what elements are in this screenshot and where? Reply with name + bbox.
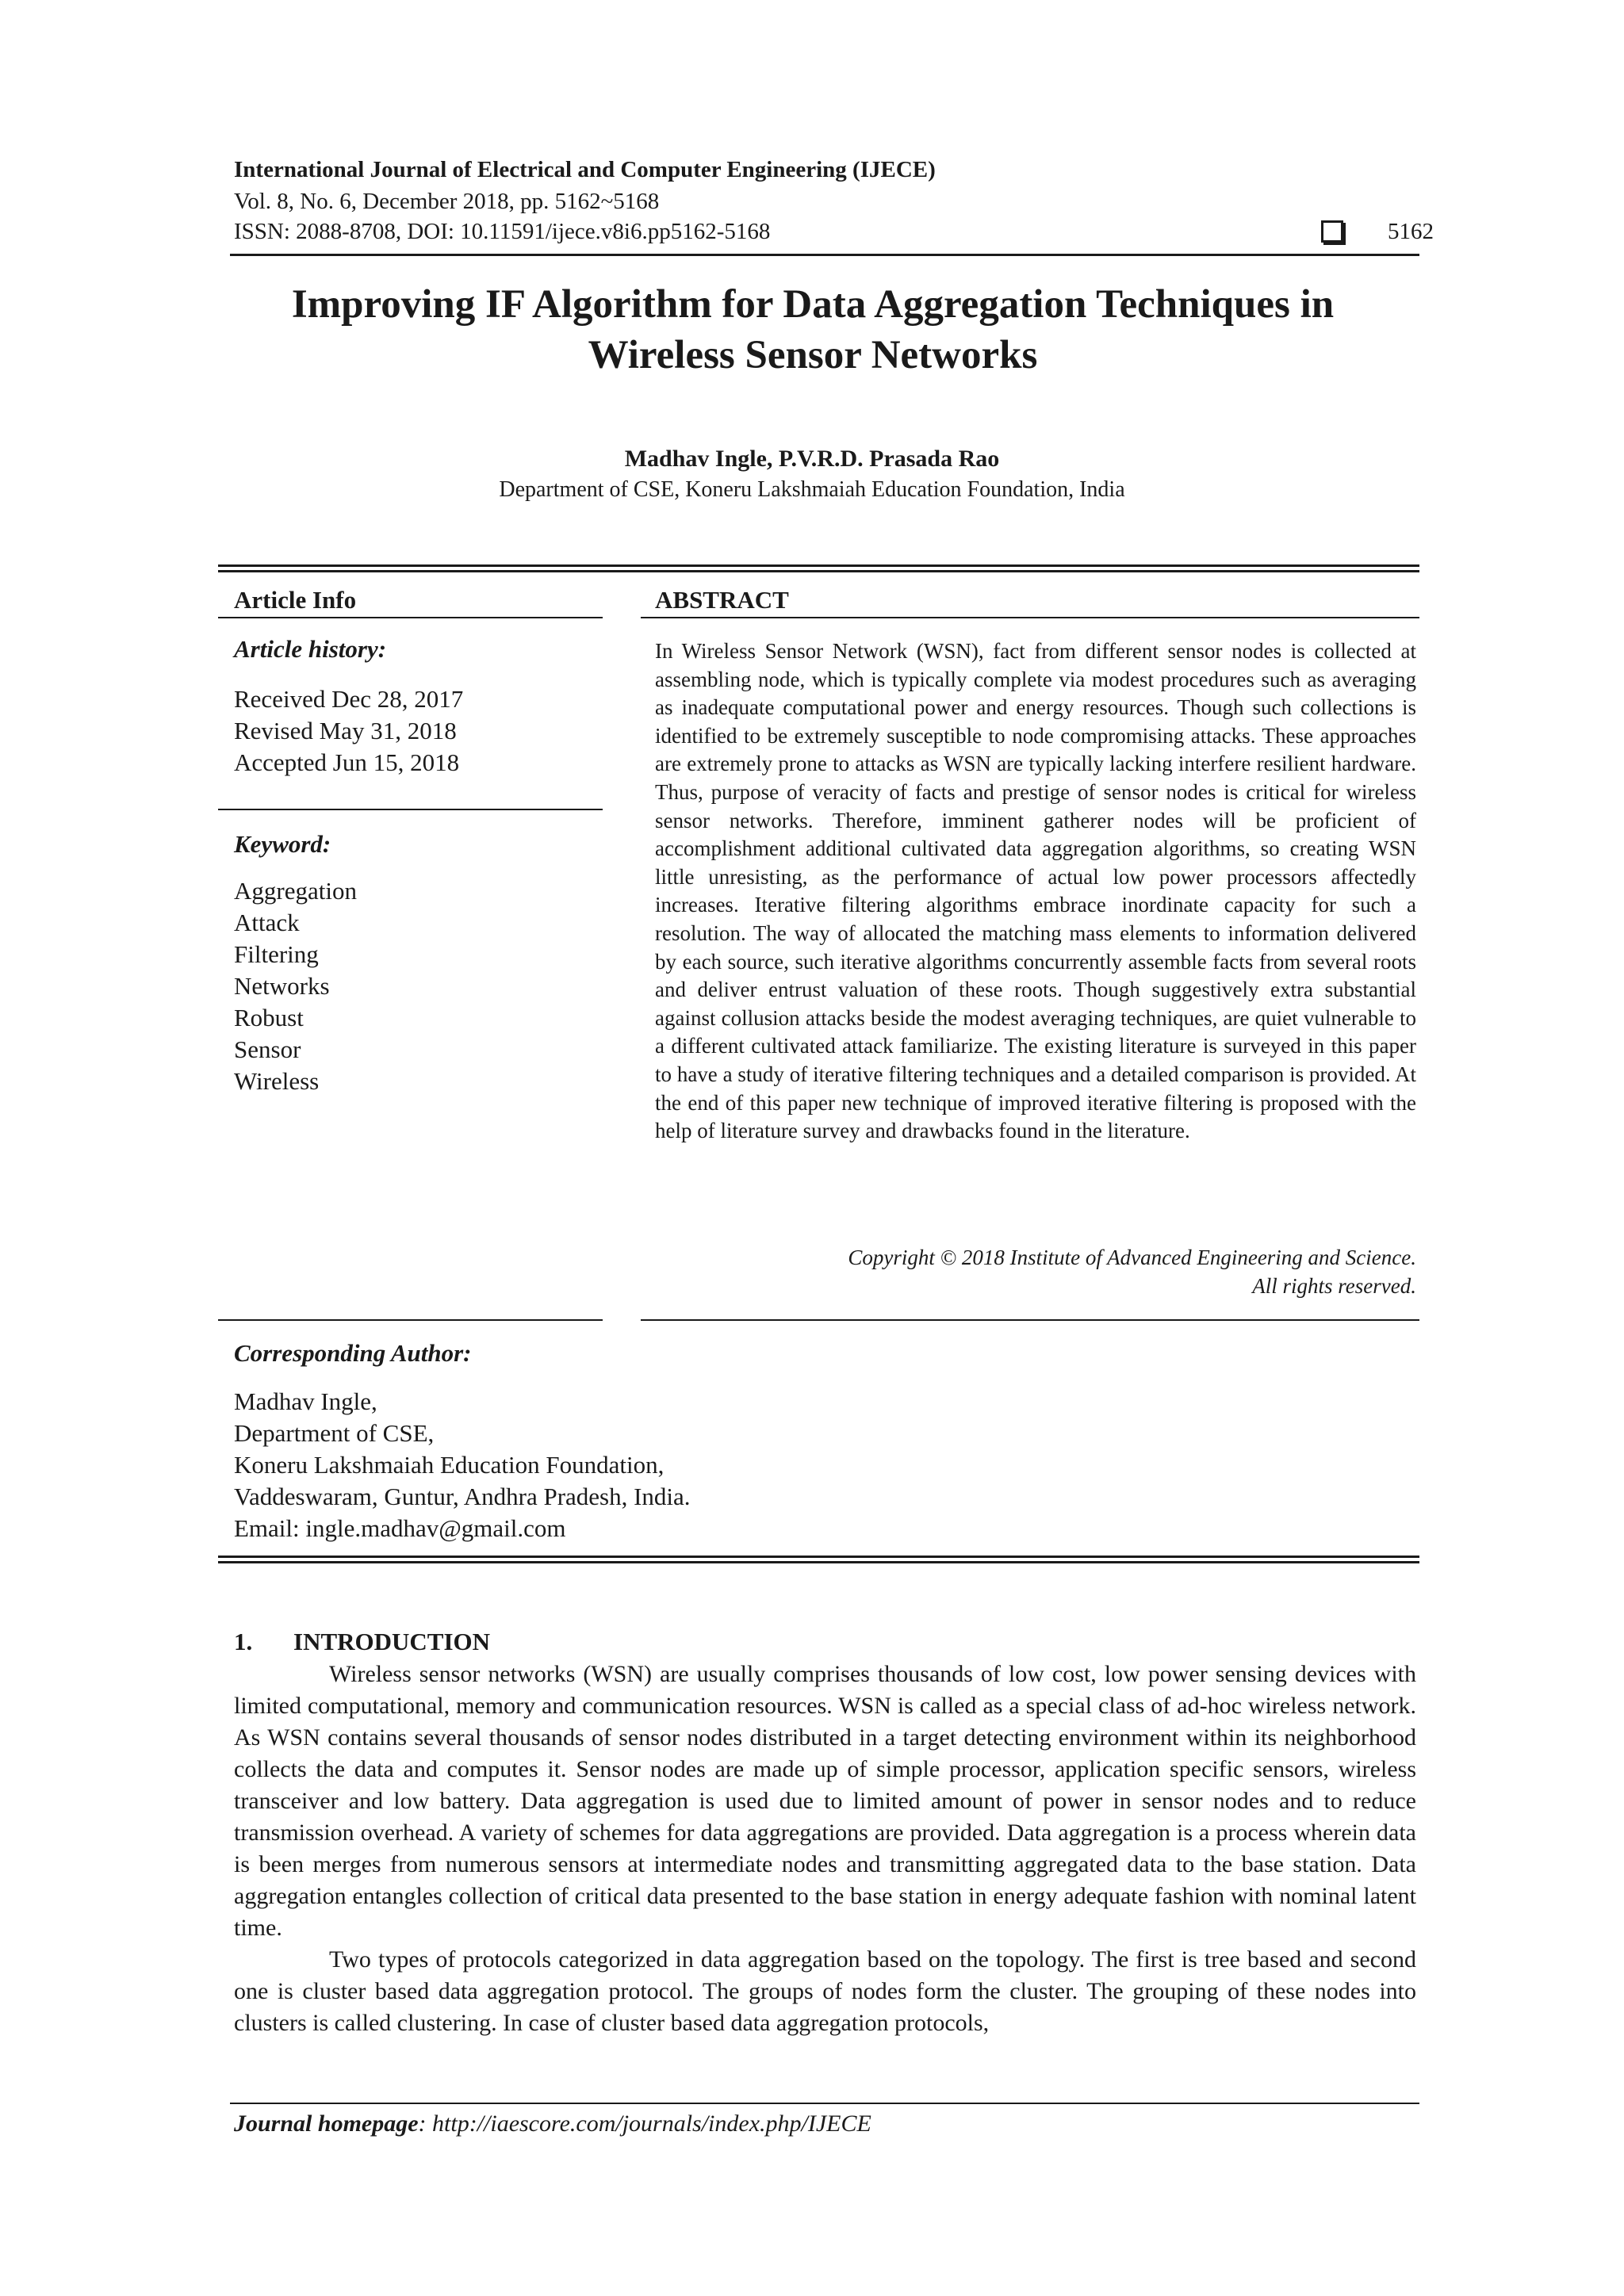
footer-rule	[230, 2103, 1419, 2104]
keyword-list	[234, 875, 357, 1097]
journal-homepage: Journal homepage: http://iaescore.com/journals/index.php/IJECE	[234, 2110, 871, 2137]
journal-homepage-label: Journal homepage	[234, 2110, 419, 2137]
history-received: Received Dec 28, 2017	[234, 685, 464, 713]
page-number-block	[1321, 217, 1434, 246]
introduction-number: 1.	[234, 1628, 253, 1655]
corresponding-name: Madhav Ingle,	[234, 1387, 377, 1415]
keyword-item: Filtering	[234, 940, 319, 968]
header-rule	[230, 254, 1419, 256]
affiliation: Department of CSE, Koneru Lakshmaiah Education Foundation, India	[499, 477, 1125, 502]
bottom-double-rule-2	[218, 1561, 1419, 1563]
top-double-rule-2	[218, 570, 1419, 572]
article-history	[234, 683, 463, 779]
introduction-heading	[234, 1627, 490, 1657]
corresponding-dept: Department of CSE,	[234, 1419, 435, 1447]
keyword-heading: Keyword:	[234, 830, 331, 858]
introduction-paragraph: Wireless sensor networks (WSN) are usually comprises thousands of low cost, low power sensing devices with limited computational, memory and communication resources. WSN is called as a special class of ad-hoc wireless network. As WSN contains several thousands of sensor nodes distributed in a target detecting environment within its neighborhood collects the data and computes it. Sensor nodes are made up of simple processor, application specific sensors, wireless transceiver and low battery. Data aggregation is used due to limited amount of power in sensor nodes and to reduce transmission overhead. A variety of schemes for data aggregations are provided. Data aggregation is a process wherein data is been merges from numerous sensors at intermediate nodes and transmitting aggregated data to the base station. Data aggregation entangles collection of critical data presented to the base station in energy adequate fashion with nominal latent time.	[234, 1661, 1416, 1941]
keyword-item: Wireless	[234, 1067, 320, 1095]
keyword-item: Sensor	[234, 1035, 301, 1063]
journal-issn: ISSN: 2088-8708, DOI: 10.11591/ijece.v8i6.pp5162-5168	[234, 219, 771, 244]
history-rule	[218, 809, 603, 810]
keyword-item: Robust	[234, 1004, 304, 1031]
corresponding-address: Vaddeswaram, Guntur, Andhra Pradesh, India.	[234, 1483, 691, 1510]
bottom-double-rule-1	[218, 1556, 1419, 1558]
abstract-rule	[641, 617, 1419, 618]
corresponding-details	[234, 1386, 691, 1544]
introduction-paragraph: Two types of protocols categorized in data aggregation based on the topology. The first is tree based and second one is cluster based data aggregation protocol. The groups of nodes form the cluster. The grouping of these nodes into clusters is called clustering. In case of cluster based data aggregation protocols,	[234, 1946, 1416, 2036]
history-revised: Revised May 31, 2018	[234, 717, 457, 744]
journal-name: International Journal of Electrical and Computer Engineering (IJECE)	[234, 157, 936, 182]
keyword-item: Networks	[234, 972, 330, 1000]
abstract-bottom-rule	[641, 1319, 1419, 1321]
copyright-line-1: Copyright © 2018 Institute of Advanced Engineering and Science.	[848, 1246, 1416, 1269]
title-line-1: Improving IF Algorithm for Data Aggregation Techniques in	[291, 282, 1335, 327]
page-number: 5162	[1388, 219, 1434, 244]
top-double-rule-1	[218, 564, 1419, 567]
article-info-rule	[218, 617, 603, 618]
keyword-item: Attack	[234, 909, 300, 936]
journal-volume: Vol. 8, No. 6, December 2018, pp. 5162~5168	[234, 189, 660, 214]
authors: Madhav Ingle, P.V.R.D. Prasada Rao	[624, 446, 1000, 472]
box-icon	[1321, 220, 1343, 243]
history-accepted: Accepted Jun 15, 2018	[234, 748, 460, 776]
corresponding-email: Email: ingle.madhav@gmail.com	[234, 1514, 566, 1542]
keyword-item: Aggregation	[234, 877, 357, 905]
copyright-line-2: All rights reserved.	[1252, 1274, 1416, 1298]
corresponding-institution: Koneru Lakshmaiah Education Foundation,	[234, 1451, 665, 1479]
article-info-heading: Article Info	[234, 586, 357, 614]
abstract-heading: ABSTRACT	[655, 586, 789, 614]
article-history-heading: Article history:	[234, 635, 387, 663]
journal-homepage-link[interactable]: http://iaescore.com/journals/index.php/IJECE	[432, 2110, 871, 2137]
keyword-rule	[218, 1319, 603, 1321]
abstract-text: In Wireless Sensor Network (WSN), fact from different sensor nodes is collected at assembling node, which is typically complete via modest procedures such as averaging as inadequate computational power and energy resources. Though such collections is identified to be extremely susceptible to node compromising attacks. These approaches are extremely prone to attacks as WSN are typically lacking interfere resilient hardware. Thus, purpose of veracity of facts and prestige of sensor nodes is critical for wireless sensor networks. Therefore, imminent gatherer nodes will be proficient of accomplishment additional cultivated data aggregation algorithms, so creating WSN little unresisting, as the performance of actual low power processors affectedly increases. Iterative filtering algorithms embrace inordinate capacity for such a resolution. The way of allocated the matching mass elements to information delivered by each source, such iterative algorithms concurrently assemble facts from several roots and deliver entrust valuation of these roots. Though suggestively extra substantial against collusion attacks beside the modest averaging techniques, are quiet vulnerable to a different cultivated attack familiarize. The existing literature is surveyed in this paper to have a study of iterative filtering techniques and a detailed comparison is provided. At the end of this paper new technique of improved iterative filtering is proposed with the help of literature survey and drawbacks found in the literature.	[655, 639, 1416, 1143]
introduction-title: INTRODUCTION	[293, 1628, 491, 1655]
paper-title	[206, 279, 1419, 381]
corresponding-heading: Corresponding Author:	[234, 1339, 472, 1367]
title-line-2: Wireless Sensor Networks	[588, 333, 1038, 377]
introduction-body	[234, 1659, 1416, 2039]
